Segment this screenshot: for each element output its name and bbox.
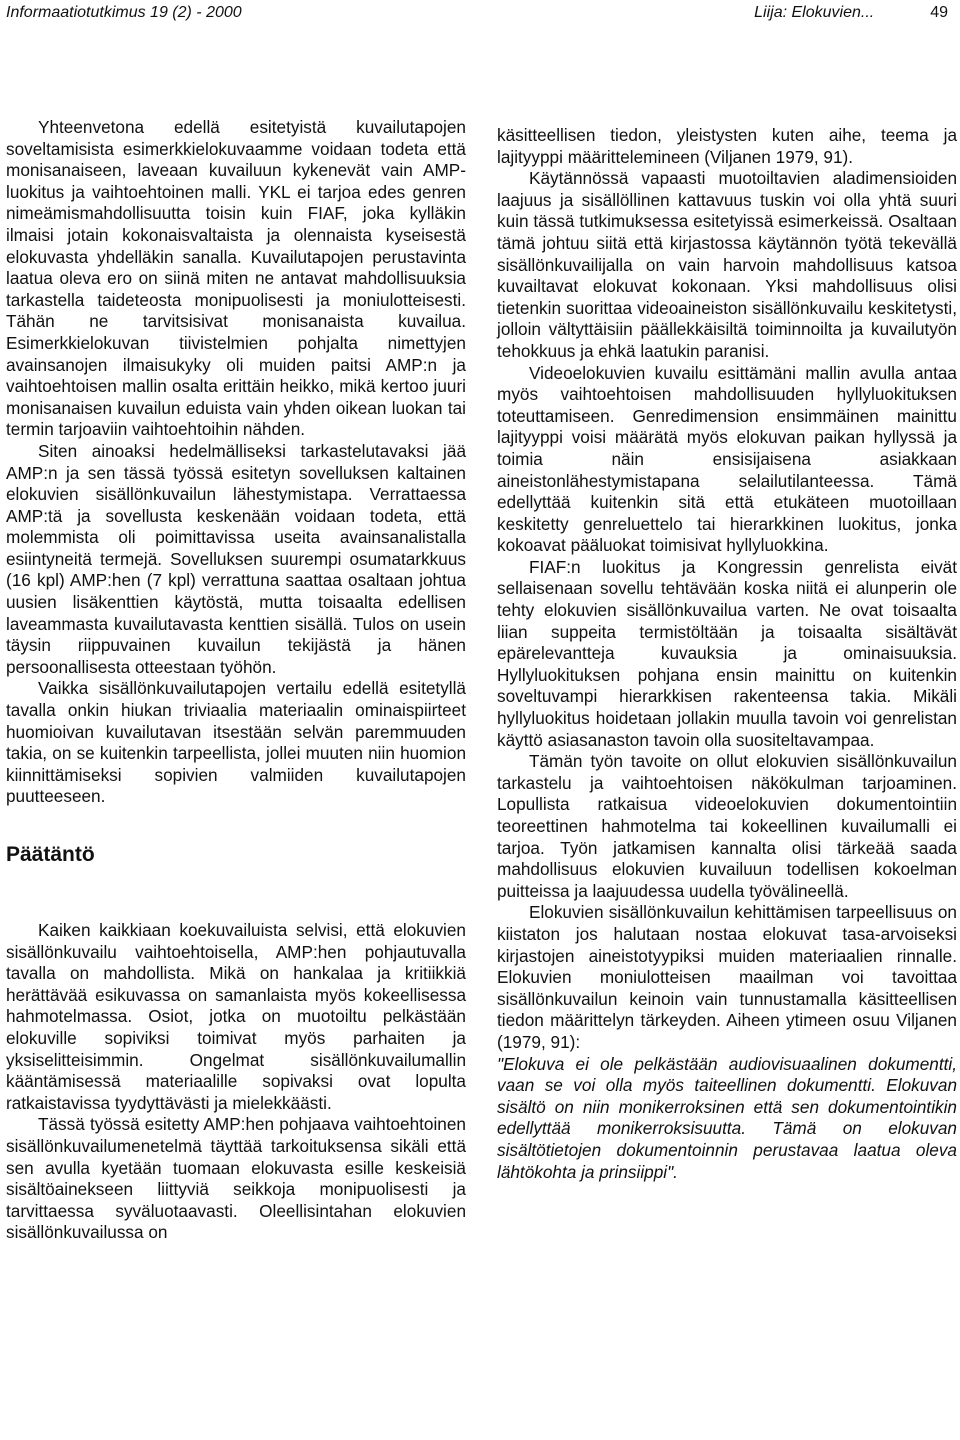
header-right	[754, 2, 948, 24]
left-column	[6, 117, 466, 1244]
running-title: Liija: Elokuvien...	[754, 4, 875, 21]
paragraph: FIAF:n luokitus ja Kongressin genrelista eivät sellaisenaan sovellu tehtävään koska niitä ei alunperin ole tehty elokuvien sisällönkuvailua varten. Ne ovat toisaalta liian suppeita termistöltään ja toisaalta sisältävät epärelevantteja kuvauksia ja ominaisuuksia. Hyllyluokituksen pohjana ensin mainittu on kuitenkin soveltuvampi hierarkkisen rakenteensa takia. Mikäli hyllyluokitus hoidetaan jollakin muulla tavoin voi genrelistan käyttö asiasanaston tavoin olla suositeltavampaa.	[497, 556, 957, 750]
paragraph: Siten ainoaksi hedelmälliseksi tarkastelutavaksi jää AMP:n ja sen tässä työssä esitetyn sovelluksen kaltainen elokuvien sisällönkuvailun lähestymistapa. Verrattaessa AMP:tä ja sovellusta keskenään voidaan todeta, että molemmista oli poimittavissa useita avainsanalistalla esiintyneitä termejä. Sovelluksen suurempi osumatarkkuus (16 kpl) AMP:hen (7 kpl) verrattuna saattaa osaltaan johtua uusien lisäkenttien käytöstä, mutta toisaalta edellisen laveammasta kuvailutavasta kenttien sisällä. Tulos on usein täysin riippuvainen kuvailun tekijästä ja hänen persoonallisesta otteestaan työhön.	[6, 440, 466, 677]
journal-citation: Informaatiotutkimus 19 (2) - 2000	[6, 4, 242, 21]
paragraph: Kaiken kaikkiaan koekuvailuista selvisi, että elokuvien sisällönkuvailu vaihtoehtoisella, AMP:hen pohjautuvalla tavalla on mahdollista. Mikä on hankalaa ja kritiikkiä herättävää esikuvassa on samanlaista myös kokeellisessa hahmotelmassa. Osiot, jotka on muotoiltu pelkästään elokuville sopiviksi toimivat myös parhaiten ja yksiselitteisimmin. Ongelmat sisällönkuvailumallin kääntämisessä materiaalille sopivaksi ovat lopulta ratkaistavissa tyydyttävästi ja mielekkäästi.	[6, 920, 466, 1113]
paragraph: Elokuvien sisällönkuvailun kehittämisen tarpeellisuus on kiistaton jos halutaan nostaa elokuvat tasa-arvoiseksi kirjastojen aineistotyypiksi muiden materiaalien rinnalle. Elokuvien moniulotteisen maailman voi tavoittaa sisällönkuvailun keinoin vain tunnustamalla käsitteellisen tiedon määrittelyn tärkeyden. Aiheen ytimeen osuu Viljanen (1979, 91):	[497, 902, 957, 1052]
page-number: 49	[930, 4, 948, 21]
paragraph: Videoelokuvien kuvailu esittämäni mallin avulla antaa myös vaihtoehtoisen mahdollisuuden hyllyluokituksen toteuttamiseen. Genredimension ensimmäinen mainittu lajityyppi voisi määrätä myös elokuvan paikan hyllyssä ja toimia näin ensisijaisena asiakkaan aineistonlähestymistapana selailutilanteessa. Tämä edellyttää kuitenkin sitä että etukäteen muotoillaan keskitetty genreluettelo tai hierarkkinen luokitus, jonka kokoavat pääluokat toimisivat hyllyluokkina.	[497, 362, 957, 556]
right-column	[497, 125, 957, 1183]
block-quote: "Elokuva ei ole pelkästään audiovisuaalinen dokumentti, vaan se voi olla myös taiteellinen dokumentti. Elokuvan sisältö on niin monikerroksinen että sen dokumentointikin edellyttää monikerroksisuutta. Tämä on elokuvan sisältötietojen dokumentoinnin perustavaa laatua oleva lähtökohta ja prinsiippi".	[497, 1053, 957, 1182]
paragraph: Tässä työssä esitetty AMP:hen pohjaava vaihtoehtoinen sisällönkuvailumenetelmä täyttää tarkoituksensa sikäli että sen avulla kyetään tuomaan elokuvasta esille keskeisiä sisältöainekseen liittyviä seikkoja monipuolisesti ja tarvittaessa syväluotaavasti. Oleellisintahan elokuvien sisällönkuvailussa on	[6, 1114, 466, 1243]
section-heading: Päätäntö	[6, 843, 95, 866]
paragraph: Tämän työn tavoite on ollut elokuvien sisällönkuvailun tarkastelu ja vaihtoehtoisen näkökulman tarjoaminen. Lopullista ratkaisua videoelokuvien dokumentointiin teoreettinen hahmotelma tai kokeellinen kuvailumalli ei tarjoa. Työn jatkamisen kannalta olisi tärkeää saada mahdollisuus elokuvien kuvailuun todellisen kokoelman puitteissa ja laajuudessa uudella työvälineellä.	[497, 751, 957, 901]
paragraph: Käytännössä vapaasti muotoiltavien aladimensioiden laajuus ja sisällöllinen kattavuus tuskin voi olla yhtä suuri kuin tässä tutkimuksessa esitetyissä esimerkeissä. Osaltaan tämä johtuu siitä että kirjastossa käytännön työtä tekevällä sisällönkuvailijalla on vain harvoin mahdollisuus katsoa kuvailtavat elokuvat kokonaan. Yksi mahdollisuus olisi tietenkin suorittaa videoaineiston sisällönkuvailu keskitetysti, jolloin vältyttäisiin päällekkäisiltä toiminnoilta ja kuvailutyön tehokkuus ja ehkä laatukin paranisi.	[497, 168, 957, 361]
paragraph: käsitteellisen tiedon, yleistysten kuten aihe, teema ja lajityyppi määrittelemineen (Viljanen 1979, 91).	[497, 125, 957, 167]
paragraph: Vaikka sisällönkuvailutapojen vertailu edellä esitetyllä tavalla onkin hiukan triviaalia materiaalin ominaispiirteet huomioivan kuvailutavan itsestään selvän paremmuuden takia, on se kuitenkin tarpeellista, jollei muuten niin huomion kiinnittämiseksi sopivien valmiiden kuvailutapojen puutteeseen.	[6, 678, 466, 807]
paragraph: Yhteenvetona edellä esitetyistä kuvailutapojen soveltamisista esimerkkielokuvaamme voidaan todeta että monisanaiseen, laveaan kuvailuun kykenevät vain AMP-luokitus ja vaihtoehtoinen malli. YKL ei tarjoa edes genren nimeämismahdollisuutta toisin kuin FIAF, joka kylläkin ilmaisi jotain kokonaisvaltaista ja olennaista kyseisestä elokuvasta yhdelläkin sanalla. Kuvailutapojen perustavinta laatua oleva ero on siinä miten ne antavat mahdollisuuksia tarkastella taideteosta monipuolisesti ja moniulotteisesti. Tähän ne tarvitsisivat monisanaista kuvailua. Esimerkkielokuvan tiivistelmien pohjalta nimettyjen avainsanojen ilmaisukyky oli muiden paitsi AMP:n ja vaihtoehtoisen mallin osalta erittäin heikko, mikä kertoo juuri monisanaisen kuvailun eduista vain yhden oikean luokan tai termin tarjoaviin vaihtoehtoihin nähden.	[6, 117, 466, 440]
page-header	[6, 2, 954, 26]
